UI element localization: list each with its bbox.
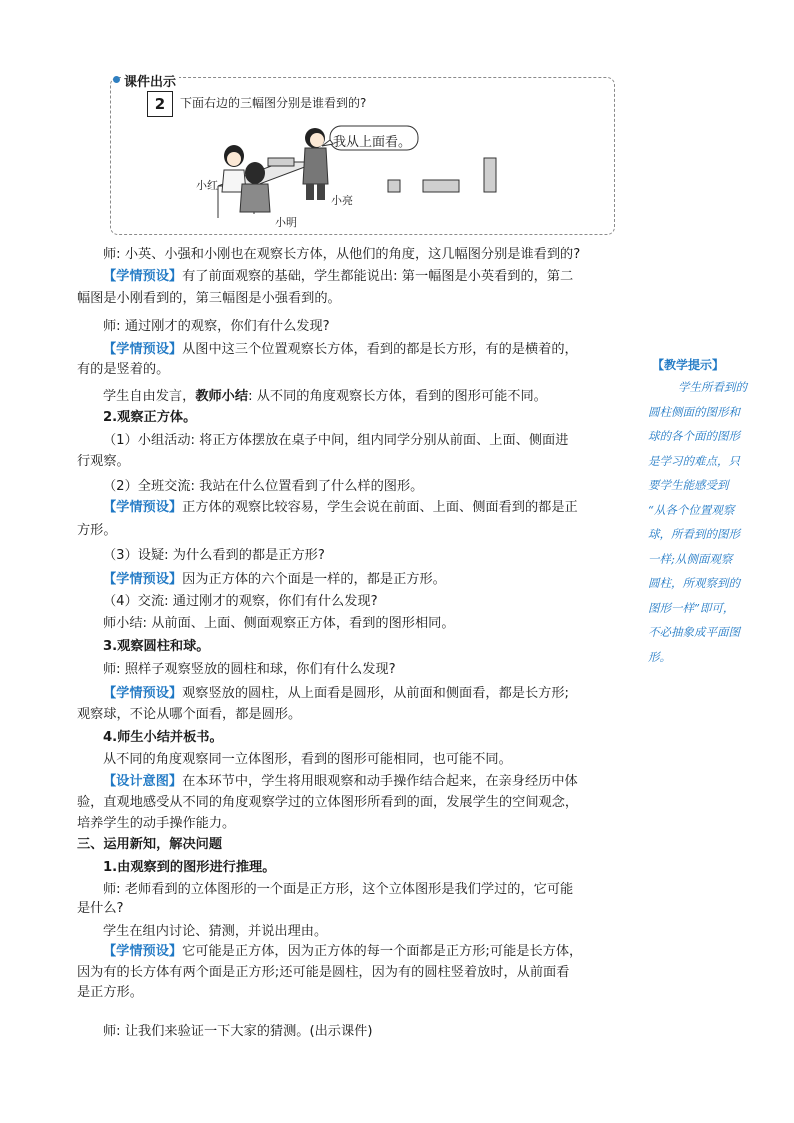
view-square <box>388 180 400 192</box>
body-line <box>77 835 222 855</box>
body-line <box>77 452 130 472</box>
body-line <box>103 546 325 566</box>
question-number: 2 <box>147 91 173 117</box>
body-line <box>103 477 423 497</box>
line-text: 师: 照样子观察竖放的圆柱和球，你们有什么发现? <box>103 662 396 677</box>
body-line <box>77 705 301 725</box>
preset-tag: 【学情预设】 <box>103 342 183 357</box>
line-text: 是什么? <box>77 901 124 916</box>
body-line <box>77 983 143 1003</box>
view-wide-rect <box>423 180 459 192</box>
body-line <box>103 684 569 704</box>
line-text: 师: 通过刚才的观察，你们有什么发现? <box>103 319 330 334</box>
sidebar-line: 球，所看到的图形 <box>648 527 740 541</box>
body-line <box>103 245 580 265</box>
line-text: 有的是竖着的。 <box>77 362 170 377</box>
body-line <box>77 899 124 919</box>
line-text: 因为有的长方体有两个面是正方形;还可能是圆柱，因为有的圆柱竖着放时，从前面看 <box>77 965 570 980</box>
line-text: 师: 让我们来验证一下大家的猜测。(出示课件) <box>103 1024 373 1039</box>
question-text: 下面右边的三幅图分别是谁看到的? <box>180 96 367 110</box>
body-line <box>103 340 578 360</box>
line-text: 观察竖放的圆柱，从上面看是圆形，从前面和侧面看，都是长方形; <box>182 686 570 701</box>
body-line <box>77 360 169 380</box>
sidebar-line: 要学生能感受到 <box>648 478 729 492</box>
line-text: 正方体的观察比较容易，学生会说在前面、上面、侧面看到的都是正 <box>182 500 578 515</box>
label-ming: 小明 <box>275 216 297 229</box>
body-line <box>77 793 578 813</box>
line-text: （1）小组活动: 将正方体摆放在桌子中间，组内同学分别从前面、上面、侧面进 <box>103 433 569 448</box>
sidebar-line: 圆柱，所观察到的 <box>648 576 740 590</box>
line-text: （4）交流: 通过刚才的观察，你们有什么发现? <box>103 594 378 609</box>
preset-tag: 【学情预设】 <box>103 269 183 284</box>
body-line <box>103 750 512 770</box>
body-line <box>103 942 582 962</box>
line-text: 在本环节中，学生将用眼观察和动手操作结合起来，在亲身经历中体 <box>182 774 578 789</box>
section-heading: 1.由观察到的图形进行推理。 <box>103 860 276 875</box>
preset-tag: 【学情预设】 <box>103 572 183 587</box>
label-liang: 小亮 <box>331 194 353 207</box>
body-line <box>103 660 396 680</box>
sidebar-line: “从各个位置观察 <box>648 502 735 517</box>
sidebar-line: 一样;从侧面观察 <box>648 551 733 566</box>
body-line <box>103 387 547 407</box>
body-line <box>103 858 275 878</box>
bold-text: 教师小结 <box>195 389 249 404</box>
sidebar-line: 图形一样”即可， <box>648 600 735 615</box>
line-text: 师: 小英、小强和小刚也在观察长方体，从他们的角度，这几幅图分别是谁看到的? <box>103 247 581 262</box>
section-heading: 4.师生小结并板书。 <box>103 730 223 745</box>
line-text: 有了前面观察的基础，学生都能说出: 第一幅图是小英看到的，第二 <box>182 269 574 284</box>
view-tall-rect <box>484 158 496 192</box>
body-line <box>103 637 210 657</box>
body-line <box>103 1022 373 1042</box>
label-hong: 小红 <box>196 179 218 192</box>
body-line <box>103 267 573 287</box>
sidebar-line: 不必抽象成平面图 <box>648 625 740 639</box>
section-heading: 2.观察正方体。 <box>103 410 197 425</box>
section-heading: 三、运用新知，解决问题 <box>77 837 223 852</box>
sidebar-line: 圆柱侧面的图形和 <box>648 404 740 419</box>
line-text: 学生自由发言， <box>103 389 196 404</box>
boy-right-figure <box>303 128 328 200</box>
line-text: 观察球，不论从哪个面看，都是圆形。 <box>77 707 302 722</box>
body-line <box>103 570 446 590</box>
line-text: 学生在组内讨论、猜测，并说出理由。 <box>103 924 328 939</box>
sidebar-line: 球的各个面的图形 <box>648 429 740 443</box>
body-line <box>103 772 578 792</box>
line-text: 培养学生的动手操作能力。 <box>77 816 236 831</box>
courseware-tag: 课件出示 <box>121 71 179 90</box>
line-text: 从不同的角度观察同一立体图形，看到的图形可能相同，也可能不同。 <box>103 752 512 767</box>
line-text: 行观察。 <box>77 454 130 469</box>
sidebar-title: 【教学提示】 <box>652 358 725 372</box>
body-line <box>103 498 578 518</box>
body-line <box>77 521 117 541</box>
body-line <box>77 963 569 983</box>
line-text: 师小结: 从前面、上面、侧面观察正方体，看到的图形相同。 <box>103 616 455 631</box>
sidebar-body <box>648 375 764 669</box>
sidebar-line: 形。 <box>648 649 671 664</box>
body-line <box>103 431 568 451</box>
body-line <box>103 614 455 634</box>
sidebar-line: 是学习的难点，只 <box>648 453 740 468</box>
line-text: 验，直观地感受从不同的角度观察学过的立体图形所看到的面，发展学生的空间观念， <box>77 795 579 810</box>
body-line <box>103 728 223 748</box>
line-text: 方形。 <box>77 523 117 538</box>
body-line <box>103 592 378 612</box>
line-text: 是正方形。 <box>77 985 143 1000</box>
body-line <box>103 317 330 337</box>
preset-tag: 【学情预设】 <box>103 500 183 515</box>
line-text: 它可能是正方体，因为正方体的每一个面都是正方形;可能是长方体， <box>182 944 583 959</box>
line-text: 师: 老师看到的立体图形的一个面是正方形，这个立体图形是我们学过的，它可能 <box>103 882 574 897</box>
line-text: （2）全班交流: 我站在什么位置看到了什么样的图形。 <box>103 479 424 494</box>
body-line <box>77 814 235 834</box>
line-text: : 从不同的角度观察长方体，看到的图形可能不同。 <box>248 389 547 404</box>
line-text: （3）设疑: 为什么看到的都是正方形? <box>103 548 325 563</box>
line-text: 幅图是小刚看到的，第三幅图是小强看到的。 <box>77 291 341 306</box>
bullet-dot-icon <box>113 76 120 83</box>
body-line <box>103 408 196 428</box>
body-line <box>103 922 327 942</box>
preset-tag: 【设计意图】 <box>103 774 183 789</box>
sidebar-line: 学生所看到的 <box>678 380 747 394</box>
body-line <box>77 289 341 309</box>
line-text: 从图中这三个位置观察长方体，看到的都是长方形，有的是横着的， <box>182 342 578 357</box>
preset-tag: 【学情预设】 <box>103 686 183 701</box>
line-text: 因为正方体的六个面是一样的，都是正方形。 <box>182 572 446 587</box>
section-heading: 3.观察圆柱和球。 <box>103 639 210 654</box>
speech-text: 我从上面看。 <box>333 135 412 150</box>
preset-tag: 【学情预设】 <box>103 944 183 959</box>
body-line <box>103 880 573 900</box>
